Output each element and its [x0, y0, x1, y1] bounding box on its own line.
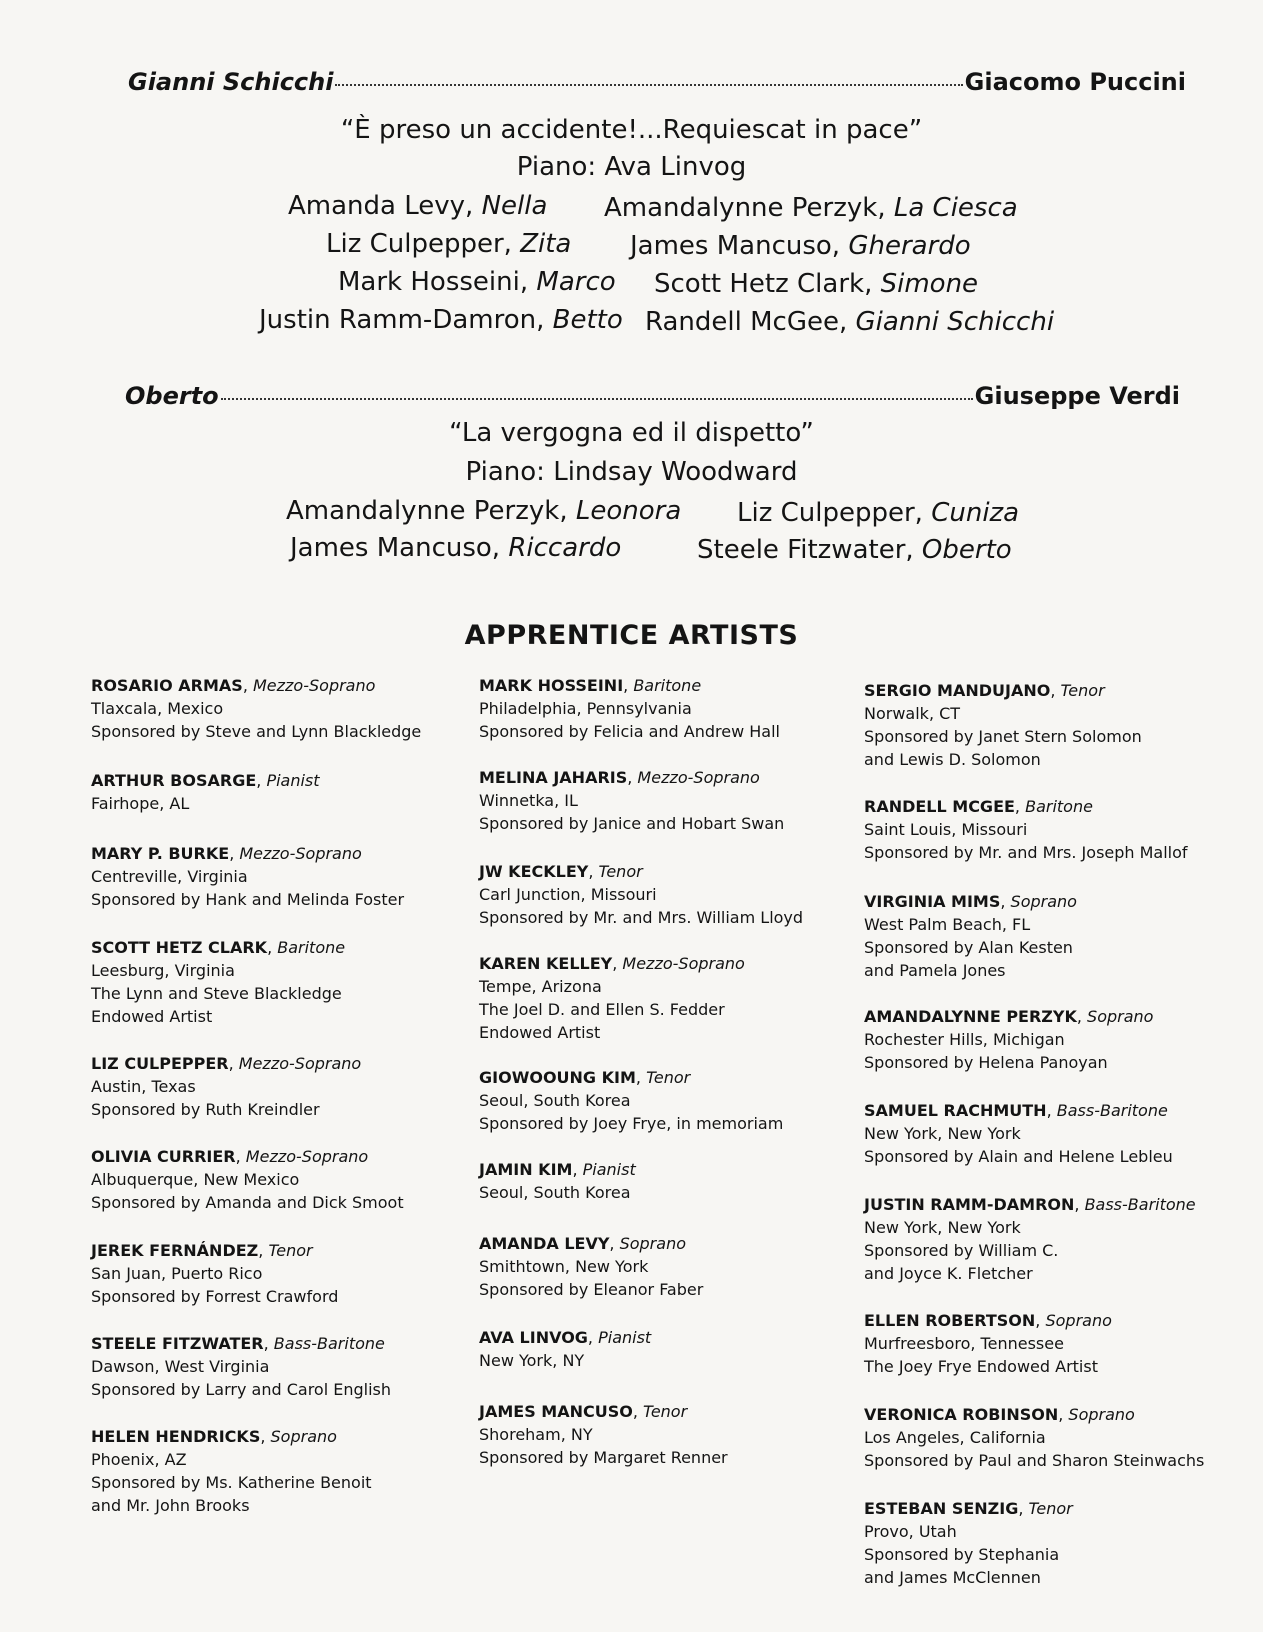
cast-right: Randell McGee, Gianni Schicchi [645, 307, 1055, 337]
artist-sponsor: Sponsored by William C. [864, 1241, 1059, 1260]
artist-entry [864, 1403, 1224, 1472]
artist-heading: JEREK FERNÁNDEZ, Tenor [91, 1241, 313, 1260]
artist-entry [479, 1066, 839, 1135]
artist-hometown: Centreville, Virginia [91, 867, 248, 886]
voice-type: Baritone [1025, 797, 1093, 816]
artist-sponsor: Sponsored by Eleanor Faber [479, 1280, 704, 1299]
voice-type: Baritone [277, 938, 346, 957]
artist-hometown: Rochester Hills, Michigan [864, 1030, 1065, 1049]
artist-sponsor: The Joey Frye Endowed Artist [864, 1357, 1098, 1376]
artist-hometown: Albuquerque, New Mexico [91, 1170, 300, 1189]
artist-entry [864, 679, 1224, 771]
cast-left: Amandalynne Perzyk, Leonora [286, 496, 682, 526]
artist-name: MELINA JAHARIS [479, 768, 628, 787]
artist-entry [91, 1425, 451, 1517]
piano-credit: Piano: Ava Linvog [516, 152, 747, 182]
artist-entry [479, 674, 839, 743]
artist-name: HELEN HENDRICKS [91, 1427, 261, 1446]
artist-entry [479, 766, 839, 835]
voice-type: Tenor [646, 1068, 691, 1087]
artist-heading: ARTHUR BOSARGE, Pianist [91, 771, 320, 790]
artist-entry [91, 936, 451, 1028]
voice-type: Mezzo-Soprano [637, 768, 760, 787]
artist-entry [864, 795, 1224, 864]
artist-sponsor: Sponsored by Alan Kesten [864, 938, 1073, 957]
artist-heading: MARK HOSSEINI, Baritone [479, 676, 702, 695]
artist-entry [479, 952, 839, 1044]
artist-sponsor: Sponsored by Ms. Katherine Benoit [91, 1473, 372, 1492]
dot-leader [221, 398, 973, 400]
dot-leader [335, 84, 962, 86]
artist-name: JEREK FERNÁNDEZ [91, 1241, 259, 1260]
artist-heading: ELLEN ROBERTSON, Soprano [864, 1311, 1112, 1330]
artist-name: SCOTT HETZ CLARK [91, 938, 268, 957]
role-name: Riccardo [508, 533, 622, 563]
role-name: Cuniza [931, 498, 1020, 528]
artist-entry [479, 1232, 839, 1301]
artist-heading: JUSTIN RAMM-DAMRON, Bass-Baritone [864, 1195, 1196, 1214]
composer-name: Giuseppe Verdi [974, 382, 1180, 410]
artist-sponsor: Sponsored by Joey Frye, in memoriam [479, 1114, 784, 1133]
voice-type: Pianist [598, 1328, 652, 1347]
artist-sponsor: Sponsored by Steve and Lynn Blackledge [91, 722, 422, 741]
artist-heading: OLIVIA CURRIER, Mezzo-Soprano [91, 1147, 369, 1166]
artist-heading: GIOWOOUNG KIM, Tenor [479, 1068, 691, 1087]
artist-sponsor: The Lynn and Steve Blackledge [91, 984, 342, 1003]
artist-sponsor: Endowed Artist [479, 1023, 601, 1042]
voice-type: Bass-Baritone [273, 1334, 385, 1353]
artist-hometown: Saint Louis, Missouri [864, 820, 1028, 839]
artist-hometown: San Juan, Puerto Rico [91, 1264, 263, 1283]
artist-sponsor: Sponsored by Ruth Kreindler [91, 1100, 320, 1119]
artist-heading: ROSARIO ARMAS, Mezzo-Soprano [91, 676, 376, 695]
artist-hometown: Seoul, South Korea [479, 1183, 631, 1202]
artist-hometown: West Palm Beach, FL [864, 915, 1031, 934]
artist-heading: MELINA JAHARIS, Mezzo-Soprano [479, 768, 760, 787]
voice-type: Tenor [598, 862, 643, 881]
artist-heading: LIZ CULPEPPER, Mezzo-Soprano [91, 1054, 362, 1073]
cast-left: Amanda Levy, Nella [288, 191, 548, 221]
artist-sponsor: Endowed Artist [91, 1007, 213, 1026]
artist-heading: AVA LINVOG, Pianist [479, 1328, 652, 1347]
artist-heading: SERGIO MANDUJANO, Tenor [864, 681, 1105, 700]
role-name: Betto [552, 305, 623, 335]
artist-hometown: Smithtown, New York [479, 1257, 649, 1276]
cast-right: Scott Hetz Clark, Simone [654, 269, 979, 299]
role-name: Simone [880, 269, 979, 299]
voice-type: Soprano [1068, 1405, 1135, 1424]
voice-type: Bass-Baritone [1056, 1101, 1168, 1120]
artist-entry [864, 1497, 1224, 1589]
artist-entry [479, 1400, 839, 1469]
artist-name: STEELE FITZWATER [91, 1334, 264, 1353]
artist-entry [864, 1099, 1224, 1168]
apprentice-artists-heading: APPRENTICE ARTISTS [464, 620, 799, 651]
artist-heading: AMANDALYNNE PERZYK, Soprano [864, 1007, 1154, 1026]
artist-entry [479, 1158, 839, 1204]
artist-name: RANDELL MCGEE [864, 797, 1015, 816]
artist-sponsor: Sponsored by Paul and Sharon Steinwachs [864, 1451, 1205, 1470]
artist-name: MARK HOSSEINI [479, 676, 624, 695]
composer-name: Giacomo Puccini [964, 68, 1186, 96]
artist-name: SERGIO MANDUJANO [864, 681, 1051, 700]
artist-heading: JAMIN KIM, Pianist [479, 1160, 636, 1179]
artist-hometown: Fairhope, AL [91, 794, 190, 813]
cast-right: Steele Fitzwater, Oberto [697, 535, 1012, 565]
voice-type: Mezzo-Soprano [622, 954, 745, 973]
artist-sponsor: Sponsored by Larry and Carol English [91, 1380, 392, 1399]
artist-sponsor: and James McClennen [864, 1568, 1041, 1587]
voice-type: Baritone [633, 676, 702, 695]
artist-hometown: Tlaxcala, Mexico [91, 699, 224, 718]
voice-type: Soprano [1045, 1311, 1112, 1330]
voice-type: Mezzo-Soprano [245, 1147, 369, 1166]
voice-type: Soprano [1010, 892, 1077, 911]
cast-right: James Mancuso, Gherardo [630, 231, 971, 261]
artist-entry [864, 890, 1224, 982]
artist-hometown: Leesburg, Virginia [91, 961, 235, 980]
artist-name: JAMES MANCUSO [479, 1402, 633, 1421]
artist-hometown: New York, New York [864, 1124, 1021, 1143]
voice-type: Mezzo-Soprano [239, 844, 362, 863]
artist-hometown: Provo, Utah [864, 1522, 957, 1541]
artist-name: JW KECKLEY [479, 862, 589, 881]
artist-heading: STEELE FITZWATER, Bass-Baritone [91, 1334, 385, 1353]
program-heading-2 [125, 382, 1180, 410]
artist-entry [91, 769, 451, 815]
artist-sponsor: Sponsored by Forrest Crawford [91, 1287, 339, 1306]
artist-heading: MARY P. BURKE, Mezzo-Soprano [91, 844, 362, 863]
artist-sponsor: Sponsored by Hank and Melinda Foster [91, 890, 405, 909]
voice-type: Soprano [619, 1234, 686, 1253]
cast-right: Amandalynne Perzyk, La Ciesca [604, 193, 1018, 223]
artist-hometown: Los Angeles, California [864, 1428, 1046, 1447]
artist-sponsor: Sponsored by Janet Stern Solomon [864, 727, 1142, 746]
voice-type: Bass-Baritone [1084, 1195, 1196, 1214]
artist-hometown: Tempe, Arizona [479, 977, 602, 996]
artist-hometown: Austin, Texas [91, 1077, 196, 1096]
artist-name: VIRGINIA MIMS [864, 892, 1001, 911]
voice-type: Soprano [270, 1427, 337, 1446]
artist-name: LIZ CULPEPPER [91, 1054, 229, 1073]
artist-hometown: Seoul, South Korea [479, 1091, 631, 1110]
artist-heading: RANDELL MCGEE, Baritone [864, 797, 1093, 816]
cast-left: James Mancuso, Riccardo [290, 533, 622, 563]
artist-entry [91, 674, 451, 743]
artist-heading: SCOTT HETZ CLARK, Baritone [91, 938, 346, 957]
artist-entry [864, 1193, 1224, 1285]
voice-type: Mezzo-Soprano [252, 676, 376, 695]
artist-heading: VIRGINIA MIMS, Soprano [864, 892, 1077, 911]
artist-name: ESTEBAN SENZIG [864, 1499, 1019, 1518]
artist-entry [91, 1332, 451, 1401]
artist-name: KAREN KELLEY [479, 954, 613, 973]
artist-entry [479, 1326, 839, 1372]
artist-hometown: Carl Junction, Missouri [479, 885, 657, 904]
artist-entry [91, 1145, 451, 1214]
artist-name: JAMIN KIM [479, 1160, 573, 1179]
piano-credit: Piano: Lindsay Woodward [465, 457, 798, 487]
aria-title: “È preso un accidente!...Requiescat in pace” [340, 115, 923, 145]
role-name: Nella [481, 191, 548, 221]
artist-entry [479, 860, 839, 929]
artist-sponsor: Sponsored by Amanda and Dick Smoot [91, 1193, 404, 1212]
artist-sponsor: and Pamela Jones [864, 961, 1006, 980]
artist-hometown: Shoreham, NY [479, 1425, 593, 1444]
artist-name: GIOWOOUNG KIM [479, 1068, 636, 1087]
artist-sponsor: Sponsored by Stephania [864, 1545, 1060, 1564]
voice-type: Pianist [266, 771, 320, 790]
artist-hometown: Norwalk, CT [864, 704, 961, 723]
artist-sponsor: Sponsored by Mr. and Mrs. William Lloyd [479, 908, 804, 927]
artist-hometown: Philadelphia, Pennsylvania [479, 699, 692, 718]
artist-hometown: New York, NY [479, 1351, 585, 1370]
artist-heading: AMANDA LEVY, Soprano [479, 1234, 686, 1253]
role-name: Gianni Schicchi [855, 307, 1055, 337]
artist-hometown: New York, New York [864, 1218, 1021, 1237]
artist-hometown: Murfreesboro, Tennessee [864, 1334, 1064, 1353]
program-heading-1 [128, 68, 1186, 96]
artist-sponsor: and Mr. John Brooks [91, 1496, 250, 1515]
voice-type: Tenor [1028, 1499, 1073, 1518]
cast-left: Liz Culpepper, Zita [326, 229, 572, 259]
role-name: Gherardo [848, 231, 971, 261]
artist-heading: KAREN KELLEY, Mezzo-Soprano [479, 954, 745, 973]
artist-heading: HELEN HENDRICKS, Soprano [91, 1427, 337, 1446]
artist-name: MARY P. BURKE [91, 844, 230, 863]
role-name: Marco [536, 267, 616, 297]
voice-type: Mezzo-Soprano [238, 1054, 362, 1073]
artist-entry [91, 842, 451, 911]
artist-entry [91, 1239, 451, 1308]
role-name: Oberto [921, 535, 1012, 565]
artist-sponsor: Sponsored by Janice and Hobart Swan [479, 814, 785, 833]
voice-type: Tenor [643, 1402, 688, 1421]
cast-left: Justin Ramm-Damron, Betto [259, 305, 623, 335]
artist-entry [91, 1052, 451, 1121]
artist-name: VERONICA ROBINSON [864, 1405, 1059, 1424]
cast-left: Mark Hosseini, Marco [338, 267, 616, 297]
artist-name: AMANDALYNNE PERZYK [864, 1007, 1077, 1026]
artist-name: SAMUEL RACHMUTH [864, 1101, 1047, 1120]
artist-sponsor: and Lewis D. Solomon [864, 750, 1041, 769]
role-name: La Ciesca [893, 193, 1018, 223]
artist-sponsor: Sponsored by Margaret Renner [479, 1448, 728, 1467]
voice-type: Tenor [1060, 681, 1105, 700]
artist-heading: VERONICA ROBINSON, Soprano [864, 1405, 1135, 1424]
artist-name: ELLEN ROBERTSON [864, 1311, 1036, 1330]
artist-sponsor: Sponsored by Felicia and Andrew Hall [479, 722, 780, 741]
artist-heading: JW KECKLEY, Tenor [479, 862, 643, 881]
artist-sponsor: The Joel D. and Ellen S. Fedder [479, 1000, 725, 1019]
role-name: Zita [520, 229, 572, 259]
voice-type: Pianist [582, 1160, 636, 1179]
artist-name: JUSTIN RAMM-DAMRON [864, 1195, 1075, 1214]
cast-right: Liz Culpepper, Cuniza [737, 498, 1020, 528]
opera-title: Oberto [125, 382, 219, 410]
artist-heading: ESTEBAN SENZIG, Tenor [864, 1499, 1073, 1518]
artist-name: ROSARIO ARMAS [91, 676, 243, 695]
artist-entry [864, 1005, 1224, 1074]
artist-name: AVA LINVOG [479, 1328, 588, 1347]
artist-entry [864, 1309, 1224, 1378]
artist-name: OLIVIA CURRIER [91, 1147, 236, 1166]
aria-title: “La vergogna ed il dispetto” [449, 418, 814, 448]
artist-sponsor: Sponsored by Helena Panoyan [864, 1053, 1108, 1072]
voice-type: Soprano [1087, 1007, 1154, 1026]
artist-name: AMANDA LEVY [479, 1234, 610, 1253]
artist-hometown: Phoenix, AZ [91, 1450, 187, 1469]
artist-sponsor: Sponsored by Alain and Helene Lebleu [864, 1147, 1173, 1166]
artist-sponsor: Sponsored by Mr. and Mrs. Joseph Mallof [864, 843, 1188, 862]
artist-name: ARTHUR BOSARGE [91, 771, 257, 790]
voice-type: Tenor [268, 1241, 313, 1260]
artist-sponsor: and Joyce K. Fletcher [864, 1264, 1033, 1283]
artist-heading: SAMUEL RACHMUTH, Bass-Baritone [864, 1101, 1168, 1120]
role-name: Leonora [575, 496, 682, 526]
artist-hometown: Dawson, West Virginia [91, 1357, 270, 1376]
opera-title: Gianni Schicchi [128, 68, 334, 96]
artist-heading: JAMES MANCUSO, Tenor [479, 1402, 688, 1421]
artist-hometown: Winnetka, IL [479, 791, 578, 810]
